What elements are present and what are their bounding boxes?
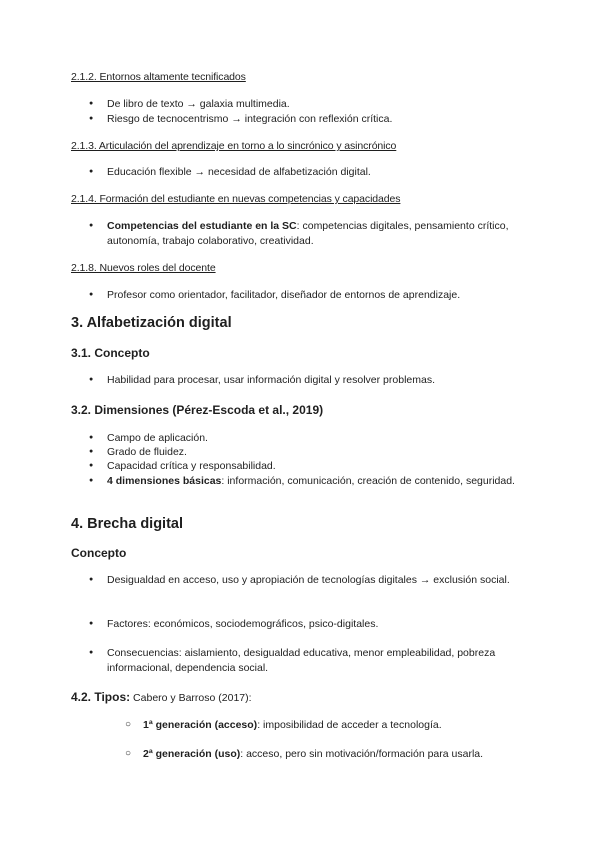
list-item: ● Educación flexible → necesidad de alfabetización digital. xyxy=(107,165,527,180)
heading-brecha-digital: 4. Brecha digital xyxy=(71,516,184,532)
list-item: ● Campo de aplicación. xyxy=(107,431,527,446)
sub-list-item-bold: 1ª generación (acceso) xyxy=(143,719,258,731)
list-item: ● Desigualdad en acceso, uso y apropiación de tecnologías digitales → exclusión social. xyxy=(107,573,527,588)
heading-dimensiones: 3.2. Dimensiones (Pérez-Escoda et al., 2019) xyxy=(71,403,324,417)
heading-tipos xyxy=(71,690,252,704)
heading-2-1-3: 2.1.3. Articulación del aprendizaje en torno a lo sincrónico y asincrónico xyxy=(71,140,397,152)
list-item: ● De libro de texto → galaxia multimedia. xyxy=(107,97,527,112)
list-item: ● Factores: económicos, sociodemográficos, psico-digitales. xyxy=(107,617,527,632)
sub-list-item xyxy=(143,718,533,733)
list-item xyxy=(107,219,527,248)
sub-list-item-text: : acceso, pero sin motivación/formación para usarla. xyxy=(240,748,484,760)
heading-concepto-3-1: 3.1. Concepto xyxy=(71,346,150,360)
list-item: ● Habilidad para procesar, usar información digital y resolver problemas. xyxy=(107,373,527,388)
list-item-text: : competencias digitales, pensamiento crítico, autonomía, trabajo colaborativo, creatividad. xyxy=(107,220,509,247)
list-item: ● Profesor como orientador, facilitador, diseñador de entornos de aprendizaje. xyxy=(107,288,527,303)
heading-2-1-2: 2.1.2. Entornos altamente tecnificados xyxy=(71,71,246,83)
list-item: ● Capacidad crítica y responsabilidad. xyxy=(107,459,527,474)
list-item: ● Grado de fluidez. xyxy=(107,445,527,460)
heading-tipos-text: Cabero y Barroso (2017): xyxy=(130,692,252,704)
heading-tipos-bold: 4.2. Tipos: xyxy=(71,690,131,704)
list-item: ● Consecuencias: aislamiento, desigualdad educativa, menor empleabilidad, pobreza informacional, dependencia social. xyxy=(107,646,527,675)
list-item-bold: 4 dimensiones básicas xyxy=(107,475,222,487)
list-item xyxy=(107,474,527,489)
list-item-bold: Competencias del estudiante en la SC xyxy=(107,220,297,232)
heading-2-1-4: 2.1.4. Formación del estudiante en nuevas competencias y capacidades xyxy=(71,193,401,205)
heading-alfabetizacion-digital: 3. Alfabetización digital xyxy=(71,315,232,331)
sub-list-item xyxy=(143,747,533,762)
sub-list-item-text: : imposibilidad de acceder a tecnología. xyxy=(257,719,442,731)
list-item-text: : información, comunicación, creación de contenido, seguridad. xyxy=(221,475,515,487)
sub-list-item-bold: 2ª generación (uso) xyxy=(143,748,241,760)
heading-2-1-8: 2.1.8. Nuevos roles del docente xyxy=(71,262,216,274)
heading-concepto: Concepto xyxy=(71,546,127,560)
list-item: ● Riesgo de tecnocentrismo → integración con reflexión crítica. xyxy=(107,112,527,127)
